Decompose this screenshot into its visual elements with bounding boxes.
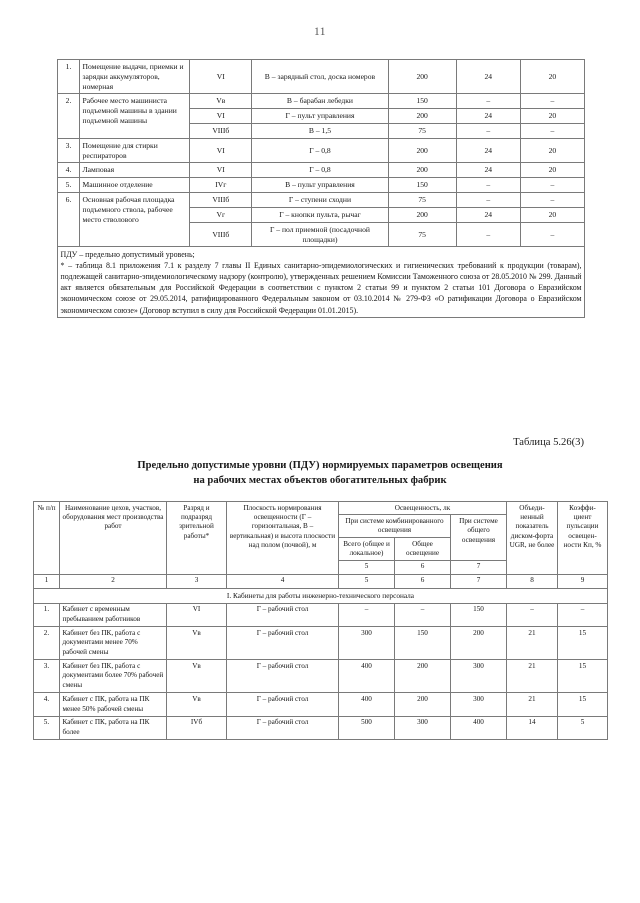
table2-numbering-row	[34, 574, 608, 588]
row-name: Помещение выдачи, приемки и зарядки аккумуляторов, номерная	[80, 60, 190, 94]
row-kp: 20	[520, 139, 584, 163]
row-kp: 20	[520, 208, 584, 223]
row-total: 300	[339, 627, 395, 660]
row-general-system: 300	[451, 693, 507, 716]
row-plane: Г – рабочий стол	[227, 627, 339, 660]
table-row	[58, 178, 585, 193]
row-total: 150	[388, 178, 456, 193]
row-kp: 20	[520, 163, 584, 178]
row-total: 400	[339, 660, 395, 693]
caption-line-1: Предельно допустимые уровни (ПДУ) нормируемых параметров освещения	[137, 460, 503, 471]
row-plane: В – 1,5	[252, 124, 388, 139]
header-workplace-name: Наименование цехов, участков, оборудования мест производства работ	[60, 502, 167, 575]
header-general-system: При системе общего освещения	[451, 515, 507, 560]
row-name: Кабинет без ПК, работа с документами более 70% рабочей смены	[60, 660, 167, 693]
row-plane: Г – 0,8	[252, 139, 388, 163]
header-pulsation-coefficient: Коэффи-циент пульсации освещен-ности Кп, %	[558, 502, 608, 575]
row-razryad: Vв	[167, 660, 227, 693]
colnum-5b: 5	[339, 574, 395, 588]
row-general-lighting: 150	[395, 627, 451, 660]
table-row	[58, 94, 585, 109]
row-kp: –	[520, 193, 584, 208]
row-razryad: VI	[190, 163, 252, 178]
header-ugr: Объеди-ненный показатель диском-форта UGR, не более	[507, 502, 558, 575]
colnum-7: 7	[451, 560, 507, 574]
row-number: 2.	[34, 627, 60, 660]
row-number: 3.	[58, 139, 80, 163]
footnote-line-asterisk: * – таблица 8.1 приложения 7.1 к разделу 7 главы II Единых санитарно-эпидемиологических и гигиенических требований к продукции (товарам), подлежащей санитарно-эпидемиологическому надзору (контролю), утвержденных решением Комиссии Таможенного союза от 28.05.2010 № 299. Данный акт является обязательным для Российской Федерации в соответствии с пунктом 2 статьи 99 и пунктом 2 статьи 101 Договора о Евразийском экономическом союзе от 29.05.2014, ратифицированного Федеральным законом от 03.10.2014 № 279-ФЗ «О ратификации Договора о Евразийском экономическом союзе» (Договор вступил в силу для Российской Федерации 01.01.2015).	[60, 260, 582, 315]
row-razryad: Vг	[190, 208, 252, 223]
row-razryad: Vв	[167, 693, 227, 716]
colnum-8: 8	[507, 574, 558, 588]
row-total: 200	[388, 139, 456, 163]
row-razryad: VIIIб	[190, 124, 252, 139]
row-ugr: –	[456, 223, 520, 247]
table-row	[34, 693, 608, 716]
table-label: Таблица 5.26(3)	[513, 437, 584, 448]
row-plane: Г – рабочий стол	[227, 716, 339, 739]
table1	[57, 59, 585, 318]
row-total: 500	[339, 716, 395, 739]
table-enrichment-plants	[33, 501, 607, 740]
row-number: 1.	[34, 603, 60, 626]
colnum-1: 1	[34, 574, 60, 588]
colnum-2: 2	[60, 574, 167, 588]
row-number: 6.	[58, 193, 80, 247]
row-name: Машинное отделение	[80, 178, 190, 193]
row-number: 5.	[58, 178, 80, 193]
header-illuminance-group: Освещенность, лк	[339, 502, 507, 515]
row-ugr: 14	[507, 716, 558, 739]
row-ugr: –	[456, 178, 520, 193]
colnum-9: 9	[558, 574, 608, 588]
row-ugr: 24	[456, 109, 520, 124]
row-kp: –	[520, 223, 584, 247]
table2-header-row-1	[34, 502, 608, 515]
row-total: 200	[388, 163, 456, 178]
row-name: Помещение для стирки респираторов	[80, 139, 190, 163]
row-name: Ламповая	[80, 163, 190, 178]
row-number: 2.	[58, 94, 80, 139]
table-row	[58, 60, 585, 94]
row-total: 400	[339, 693, 395, 716]
row-kp: 15	[558, 660, 608, 693]
header-general-lighting: Общее освещение	[395, 538, 451, 561]
row-plane: Г – пол приемной (посадочной площадки)	[252, 223, 388, 247]
row-razryad: VIIIб	[190, 223, 252, 247]
row-total: 75	[388, 193, 456, 208]
row-ugr: 21	[507, 627, 558, 660]
row-number: 1.	[58, 60, 80, 94]
row-total: 200	[388, 208, 456, 223]
row-total: 75	[388, 223, 456, 247]
row-ugr: 21	[507, 693, 558, 716]
row-general-system: 200	[451, 627, 507, 660]
page-number: 11	[313, 26, 327, 38]
row-kp: 20	[520, 109, 584, 124]
row-number: 5.	[34, 716, 60, 739]
row-plane: В – пульт управления	[252, 178, 388, 193]
row-name: Кабинет с ПК, работа на ПК менее 50% рабочей смены	[60, 693, 167, 716]
row-total: –	[339, 603, 395, 626]
colnum-7b: 7	[451, 574, 507, 588]
table2	[33, 501, 608, 740]
colnum-4: 4	[227, 574, 339, 588]
row-kp: 20	[520, 60, 584, 94]
row-name: Основная рабочая площадка подъемного ствола, рабочее место стволового	[80, 193, 190, 247]
row-razryad: VI	[190, 60, 252, 94]
caption-line-2: на рабочих местах объектов обогатительных фабрик	[193, 475, 447, 487]
table2-section-row	[34, 588, 608, 603]
row-kp: –	[520, 178, 584, 193]
table-row	[34, 660, 608, 693]
table-caption	[40, 458, 600, 488]
header-normalization-plane: Плоскость нормирования освещенности (Г – горизонтальная, В – вертикальная) и высота плоскости над полом (почвой), м	[227, 502, 339, 575]
row-general-lighting: –	[395, 603, 451, 626]
section-title: I. Кабинеты для работы инженерно-технического персонала	[34, 588, 608, 603]
row-general-system: 400	[451, 716, 507, 739]
row-razryad: IVб	[167, 716, 227, 739]
table-row	[58, 193, 585, 208]
row-razryad: VI	[167, 603, 227, 626]
row-total: 75	[388, 124, 456, 139]
table-row	[34, 627, 608, 660]
row-total: 150	[388, 94, 456, 109]
row-plane: Г – рабочий стол	[227, 603, 339, 626]
row-razryad: VI	[190, 139, 252, 163]
row-kp: 15	[558, 693, 608, 716]
row-general-lighting: 300	[395, 716, 451, 739]
footnote-cell	[58, 247, 585, 318]
colnum-5: 5	[339, 560, 395, 574]
row-kp: –	[558, 603, 608, 626]
row-ugr: –	[456, 124, 520, 139]
row-general-system: 300	[451, 660, 507, 693]
table-row	[58, 139, 585, 163]
table-row	[34, 603, 608, 626]
row-plane: Г – пульт управления	[252, 109, 388, 124]
row-ugr: 21	[507, 660, 558, 693]
row-kp: 15	[558, 627, 608, 660]
row-number: 4.	[34, 693, 60, 716]
row-total: 200	[388, 109, 456, 124]
row-plane: Г – кнопки пульта, рычаг	[252, 208, 388, 223]
row-ugr: –	[507, 603, 558, 626]
row-name: Кабинет с ПК, работа на ПК более	[60, 716, 167, 739]
row-general-lighting: 200	[395, 693, 451, 716]
row-number: 3.	[34, 660, 60, 693]
row-general-system: 150	[451, 603, 507, 626]
row-number: 4.	[58, 163, 80, 178]
row-ugr: 24	[456, 60, 520, 94]
row-ugr: 24	[456, 163, 520, 178]
row-general-lighting: 200	[395, 660, 451, 693]
footnote-line-pdu: ПДУ – предельно допустимый уровень;	[60, 249, 195, 259]
row-ugr: 24	[456, 139, 520, 163]
row-razryad: VI	[190, 109, 252, 124]
header-combined-system: При системе комбинированного освещения	[339, 515, 451, 538]
row-ugr: 24	[456, 208, 520, 223]
row-total: 200	[388, 60, 456, 94]
row-plane: Г – ступени сходни	[252, 193, 388, 208]
row-razryad: Vв	[190, 94, 252, 109]
row-razryad: IVг	[190, 178, 252, 193]
row-razryad: Vв	[167, 627, 227, 660]
colnum-3: 3	[167, 574, 227, 588]
row-kp: –	[520, 94, 584, 109]
row-plane: В – барабан лебедки	[252, 94, 388, 109]
table-row	[58, 163, 585, 178]
row-name: Кабинет с временным пребыванием работников	[60, 603, 167, 626]
header-visual-work-class: Разряд и подразряд зрительной работы*	[167, 502, 227, 575]
row-plane: В – зарядный стол, доска номеров	[252, 60, 388, 94]
colnum-6b: 6	[395, 574, 451, 588]
row-ugr: –	[456, 94, 520, 109]
row-name: Кабинет без ПК, работа с документами менее 70% рабочей смены	[60, 627, 167, 660]
header-number: № п/п	[34, 502, 60, 575]
row-name: Рабочее место машиниста подъемной машины в здании подъемной машины	[80, 94, 190, 139]
table-row	[34, 716, 608, 739]
row-plane: Г – 0,8	[252, 163, 388, 178]
header-total: Всего (общее и локальное)	[339, 538, 395, 561]
table-footnote-row	[58, 247, 585, 318]
row-plane: Г – рабочий стол	[227, 693, 339, 716]
table-norms-continued	[57, 59, 585, 318]
row-kp: –	[520, 124, 584, 139]
colnum-6: 6	[395, 560, 451, 574]
row-ugr: –	[456, 193, 520, 208]
row-kp: 5	[558, 716, 608, 739]
row-razryad: VIIIб	[190, 193, 252, 208]
row-plane: Г – рабочий стол	[227, 660, 339, 693]
